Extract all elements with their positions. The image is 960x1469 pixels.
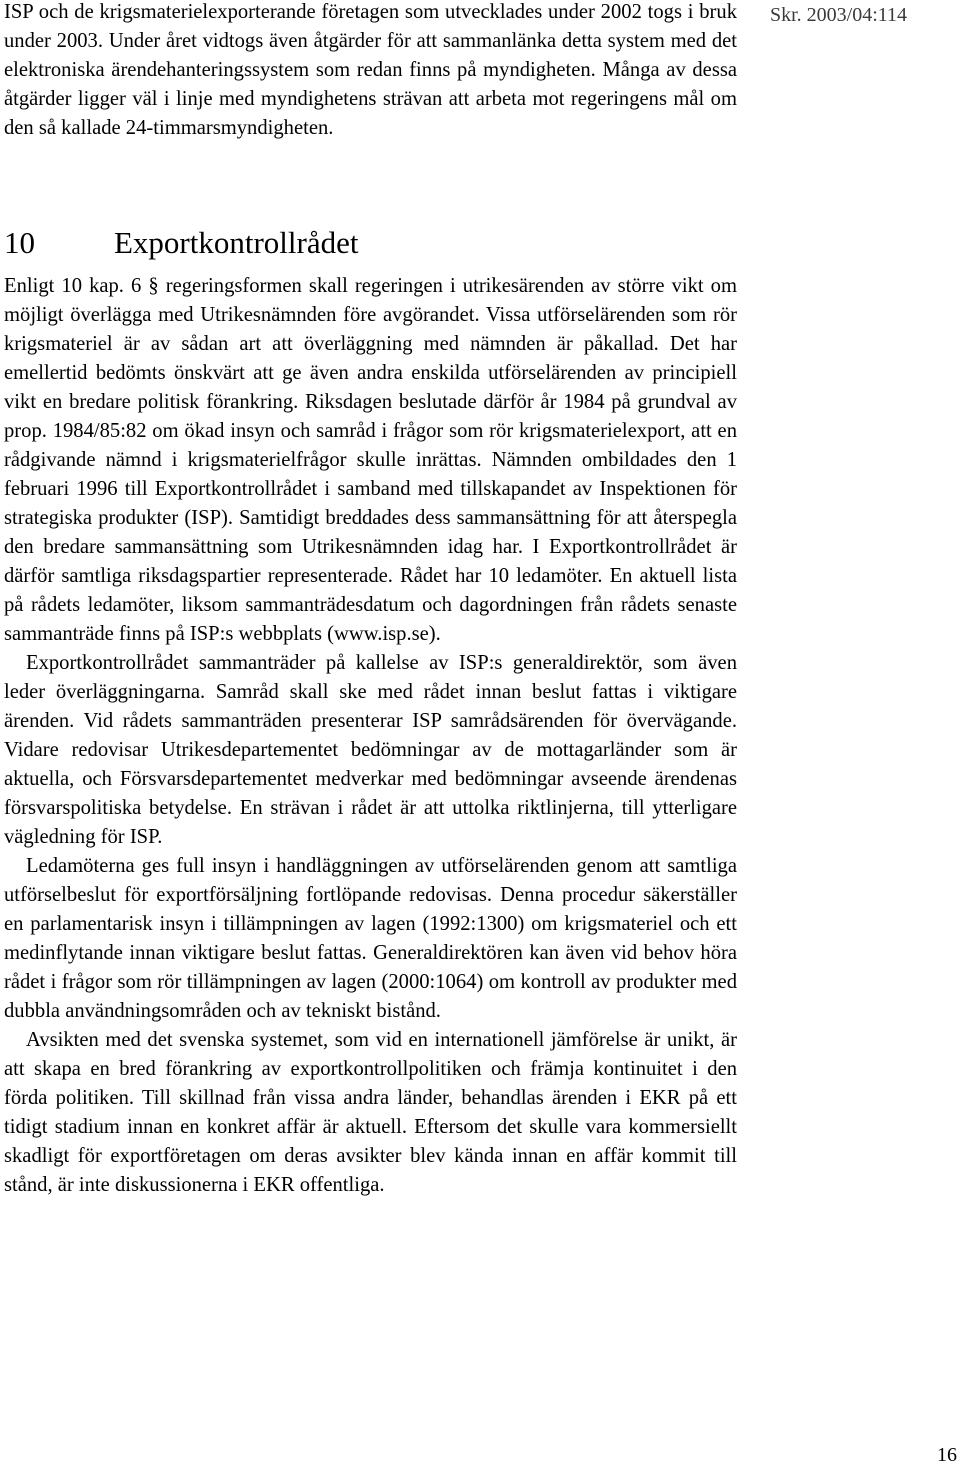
section-title: Exportkontrollrådet — [114, 225, 359, 260]
section-spacer — [4, 143, 737, 223]
body-paragraph: Enligt 10 kap. 6 § regeringsformen skall regeringen i utrikesärenden av större vikt om möjligt överlägga med Utrikesnämnden före avgörandet. Vissa utförselärenden som rör krigsmateriel är av sådan art att överläggning med nämnden är påkallad. Det har emellertid bedömts önskvärt att ge även andra enskilda utförselärenden av principiell vikt en bredare politisk förankring. Riksdagen beslutade därför år 1984 på grundval av prop. 1984/85:82 om ökad insyn och samråd i frågor som rör krigsmaterielexport, att en rådgivande nämnd i krigsmaterielfrågor skulle inrättas. Nämnden ombildades den 1 februari 1996 till Exportkontrollrådet i samband med tillskapandet av Inspektionen för strategiska produkter (ISP). Samtidigt breddades dess sammansättning för att återspegla den bredare sammansättning som Utrikesnämnden idag har. I Exportkontrollrådet är därför samtliga riksdagspartier representerade. Rådet har 10 ledamöter. En aktuell lista på rådets ledamöter, liksom sammanträdesdatum och dagordningen från rådets senaste sammanträde finns på ISP:s webbplats (www.isp.se). — [4, 275, 737, 645]
intro-paragraph: ISP och de krigsmaterielexporterande företagen som utvecklades under 2002 togs i bruk under 2003. Under året vidtogs även åtgärder för att sammanlänka detta system med det elektroniska ärendehanteringssystem som redan finns på myndigheten. Många av dessa åtgärder ligger väl i linje med myndighetens strävan att arbeta mot regeringens mål om den så kallade 24-timmarsmyndigheten. — [4, 1, 737, 139]
body-paragraph: Exportkontrollrådet sammanträder på kallelse av ISP:s generaldirektör, som även leder överläggningarna. Samråd skall ske med rådet innan beslut fattas i viktigare ärenden. Vid rådets sammanträden presenterar ISP samrådsärenden för övervägande. Vidare redovisar Utrikesdepartementet bedömningar av de mottagarländer som är aktuella, och Försvarsdepartementet medverkar med bedömningar avseende ärendenas försvarspolitiska betydelse. En strävan i rådet är att uttolka riktlinjerna, till ytterligare vägledning för ISP. — [4, 652, 737, 848]
section-heading — [4, 223, 737, 263]
main-text-column — [4, 0, 737, 1200]
document-reference: Skr. 2003/04:114 — [770, 4, 908, 26]
section-number: 10 — [4, 225, 35, 260]
body-paragraph: Ledamöterna ges full insyn i handläggningen av utförselärenden genom att samtliga utförselbeslut för exportförsäljning fortlöpande redovisas. Denna procedur säkerställer en parlamentarisk insyn i tillämpningen av lagen (1992:1300) om krigsmateriel och ett medinflytande innan viktigare beslut fattas. Generaldirektören kan även vid behov höra rådet i frågor som rör tillämpningen av lagen (2000:1064) om kontroll av produkter med dubbla användningsområden och av tekniskt bistånd. — [4, 855, 737, 1022]
page-number: 16 — [937, 1444, 957, 1466]
body-paragraph: Avsikten med det svenska systemet, som vid en internationell jämförelse är unikt, är att skapa en bred förankring av exportkontrollpolitiken och främja kontinuitet i den förda politiken. Till skillnad från vissa andra länder, behandlas ärenden i EKR på ett tidigt stadium innan en konkret affär är aktuell. Eftersom det skulle vara kommersiellt skadligt för exportföretagen om deras avsikter blev kända innan en affär kommit till stånd, är inte diskussionerna i EKR offentliga. — [4, 1029, 737, 1196]
